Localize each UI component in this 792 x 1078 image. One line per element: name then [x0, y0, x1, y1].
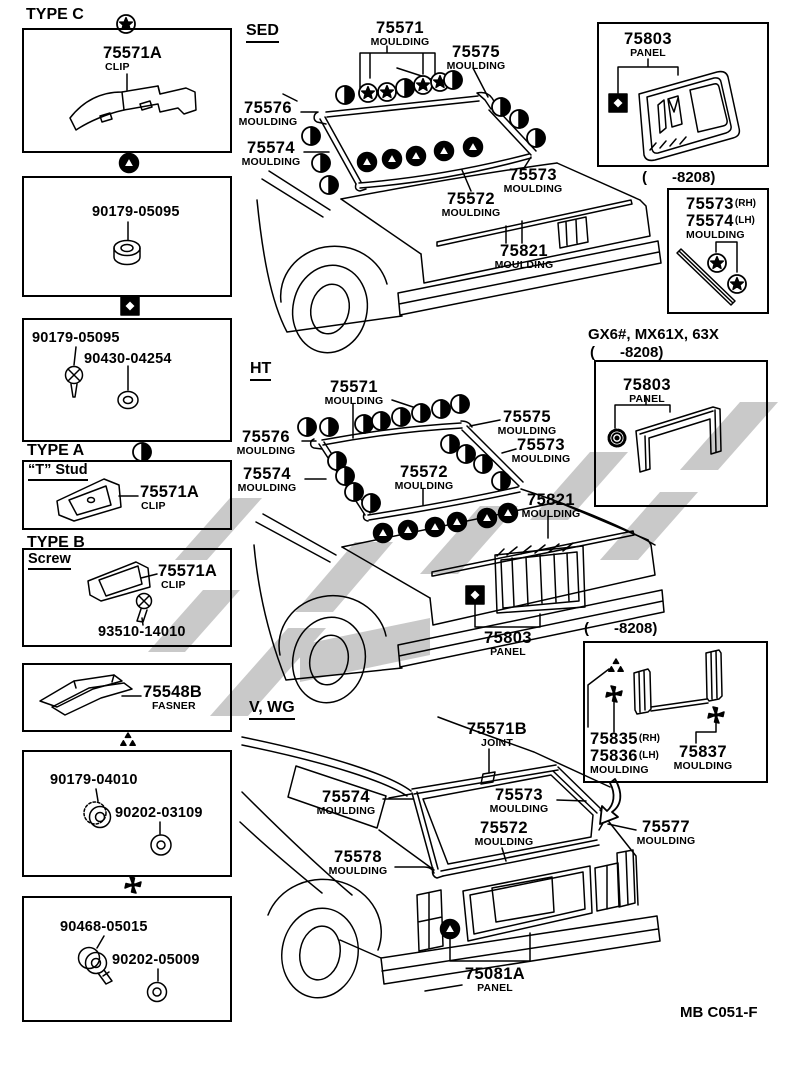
doc-code: MB C051-F — [680, 1004, 758, 1021]
part-label-vwg-75572: 75572 MOULDING — [474, 819, 534, 849]
part-number: 90179-04010 — [50, 772, 138, 788]
part-name: CLIP — [105, 61, 130, 73]
part-number: 90430-04254 — [84, 351, 172, 367]
early-back-era: ( -8208) — [584, 620, 658, 637]
part-name: CLIP — [141, 500, 166, 512]
part-label-ht-75572: 75572 MOULDING — [394, 463, 454, 493]
part-label-ht-75575: 75575 MOULDING — [497, 408, 557, 438]
gx-era: ( -8208) — [590, 344, 664, 361]
part-number: 75571A — [103, 44, 162, 62]
part-number: 75571A — [158, 562, 217, 580]
part-label-ht-75574: 75574 MOULDING — [237, 465, 297, 495]
part-label-vwg-75573: 75573 MOULDING — [489, 786, 549, 816]
type-c-title: TYPE C — [26, 6, 84, 23]
part-number: 90179-05095 — [32, 330, 120, 346]
type-a-method: “T” Stud — [28, 462, 88, 481]
part-label-75573-75574: 75573 (RH) 75574 (LH) MOULDING — [686, 195, 756, 242]
nut-box — [22, 176, 232, 297]
part-label-sed-75573: 75573 MOULDING — [503, 166, 563, 196]
part-number: 90202-05009 — [112, 952, 200, 968]
part-label-ht-75571: 75571 MOULDING — [324, 378, 384, 408]
part-label-vwg-75571b: 75571B JOINT — [466, 720, 528, 750]
part-label-ht-75821: 75821 MOULDING — [521, 491, 581, 521]
part-label-panel-75803: 75803 PANEL — [624, 30, 672, 60]
part-label-75835-75836: 75835 (RH) 75836 (LH) MOULDING — [590, 730, 660, 777]
part-label-sed-75574: 75574 MOULDING — [241, 139, 301, 169]
part-number: 90179-05095 — [92, 204, 180, 220]
type-b-method: Screw — [28, 551, 71, 570]
gx-models: GX6#, MX61X, 63X — [588, 326, 719, 343]
part-number: 90202-03109 — [115, 805, 203, 821]
part-label-vwg-75081a: 75081A PANEL — [464, 965, 526, 995]
part-label-sed-75572: 75572 MOULDING — [441, 190, 501, 220]
part-label-75837: 75837 MOULDING — [673, 743, 733, 773]
part-number: 75571A — [140, 483, 199, 501]
part-label-sed-75576: 75576 MOULDING — [238, 99, 298, 129]
part-label-ht-75576: 75576 MOULDING — [236, 428, 296, 458]
type-b-title: TYPE B — [27, 534, 85, 551]
part-number: 75548B — [143, 683, 202, 701]
part-name: CLIP — [161, 579, 186, 591]
type-a-title: TYPE A — [27, 442, 85, 459]
part-label-sed-75571: 75571 MOULDING — [370, 19, 430, 49]
early-strip-era: ( -8208) — [642, 169, 716, 186]
part-name: FASNER — [152, 700, 196, 712]
part-label-vwg-75574: 75574 MOULDING — [316, 788, 376, 818]
part-label-ht-75803: 75803 PANEL — [484, 629, 532, 659]
part-label-gx-75803: 75803 PANEL — [623, 376, 671, 406]
part-number: 90468-05015 — [60, 919, 148, 935]
part-label-vwg-75578: 75578 MOULDING — [328, 848, 388, 878]
part-number: 93510-14010 — [98, 624, 186, 640]
part-label-sed-75575: 75575 MOULDING — [446, 43, 506, 73]
part-label-sed-75821: 75821 MOULDING — [494, 242, 554, 272]
vwg-title: V, WG — [249, 699, 295, 720]
sed-title: SED — [246, 22, 279, 43]
ht-title: HT — [250, 360, 271, 381]
part-label-ht-75573: 75573 MOULDING — [511, 436, 571, 466]
part-label-vwg-75577: 75577 MOULDING — [636, 818, 696, 848]
